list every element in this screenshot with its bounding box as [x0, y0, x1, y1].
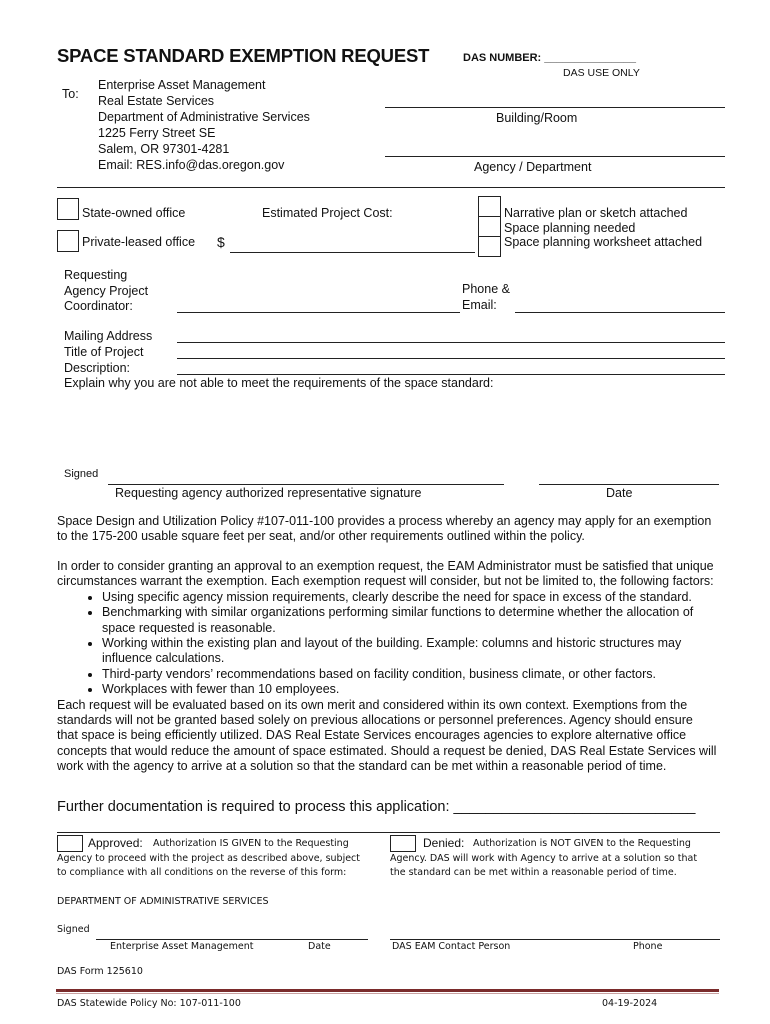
footer-bar: [56, 989, 719, 992]
approved-checkbox[interactable]: [57, 835, 83, 852]
form-title: SPACE STANDARD EXEMPTION REQUEST: [57, 45, 430, 66]
explain-textarea[interactable]: [62, 392, 722, 452]
address-line: 1225 Ferry Street SE: [98, 126, 216, 140]
section-divider: [57, 187, 725, 188]
das-signature-field[interactable]: [96, 939, 368, 940]
policy-evaluation: Each request will be evaluated based on its own merit and considered within its own context. Exemptions from the standards will not be granted based solely on previous allocations or personnel preferences. Agency should ensure that space is being efficiently utilized. DAS Real Estate Services encourages agencies to explore alternative office concepts that would reduce the amount of space estimated. Should a request be denied, DAS Real Estate Services will work with the agency to arrive at a solution so that the standard can be met within a reasonable period of time.: [57, 697, 717, 774]
list-item: • Working within the existing plan and layout of the building. Example: columns and historic structures may influence calculations.: [102, 636, 717, 667]
description-field[interactable]: [177, 374, 725, 375]
address-line: Salem, OR 97301-4281: [98, 142, 230, 156]
address-line: Department of Administrative Services: [98, 110, 310, 124]
form-number: DAS Form 125610: [57, 966, 143, 977]
address-line: Real Estate Services: [98, 94, 215, 108]
phone-email-field[interactable]: [515, 312, 725, 313]
state-owned-checkbox[interactable]: [57, 198, 79, 220]
title-of-project-label: Title of Project: [64, 345, 144, 359]
revision-date: 04-19-2024: [602, 998, 658, 1009]
building-room-field[interactable]: [385, 107, 725, 108]
coordinator-label-line: Requesting: [64, 268, 128, 282]
address-block: [98, 77, 310, 173]
approved-text: to compliance with all conditions on the reverse of this form:: [57, 867, 347, 878]
policy-consider-text: In order to consider granting an approval to an exemption request, the EAM Administrator must be satisfied that unique circumstances warrant the exemption. Each exemption request will consider, but not be limited to, the following factors:: [57, 559, 714, 589]
space-planning-needed-label: Space planning needed: [504, 221, 636, 235]
phone-email-label: [462, 282, 510, 313]
das-contact-label: DAS EAM Contact Person: [392, 941, 511, 952]
agency-department-field[interactable]: [385, 156, 725, 157]
worksheet-attached-checkbox[interactable]: [478, 236, 501, 257]
das-number-field[interactable]: DAS NUMBER: _______________: [463, 52, 637, 64]
eam-label: Enterprise Asset Management: [110, 941, 254, 952]
rep-signature-label: Requesting agency authorized representative signature: [115, 486, 422, 500]
coordinator-label-line: Coordinator:: [64, 299, 133, 313]
das-signed-label: Signed: [57, 924, 90, 935]
private-leased-checkbox[interactable]: [57, 230, 79, 252]
das-phone-label: Phone: [633, 941, 663, 952]
title-of-project-field[interactable]: [177, 358, 725, 359]
to-label: To:: [62, 87, 79, 101]
das-contact-field[interactable]: [390, 939, 720, 940]
approved-text: Authorization IS GIVEN to the Requesting: [153, 838, 349, 849]
narrative-plan-checkbox[interactable]: [478, 196, 501, 217]
signed-label: Signed: [64, 468, 99, 480]
das-dept-label: DEPARTMENT OF ADMINISTRATIVE SERVICES: [57, 896, 269, 907]
space-planning-needed-checkbox[interactable]: [478, 216, 501, 237]
state-owned-label: State-owned office: [82, 206, 186, 220]
agency-department-label: Agency / Department: [474, 160, 592, 174]
coordinator-label-line: Agency Project: [64, 283, 149, 298]
signature-date-field[interactable]: [539, 484, 719, 485]
list-item: • Benchmarking with similar organizations performing similar functions to determine whether the allocation of space requested is reasonable.: [102, 605, 717, 636]
building-room-label: Building/Room: [496, 111, 578, 125]
factors-list: [57, 590, 717, 698]
estimated-cost-label: Estimated Project Cost:: [262, 206, 393, 220]
mailing-address-field[interactable]: [177, 342, 725, 343]
denied-text: the standard can be met within a reasonable period of time.: [390, 867, 677, 878]
rep-signature-field[interactable]: [108, 484, 504, 485]
policy-number: DAS Statewide Policy No: 107-011-100: [57, 998, 241, 1009]
list-item: • Third-party vendors’ recommendations based on facility condition, business climate, or other factors.: [102, 667, 717, 682]
mailing-address-label: Mailing Address: [64, 329, 153, 343]
decision-divider: [57, 832, 720, 833]
further-documentation[interactable]: Further documentation is required to process this application: ______________________________: [57, 799, 696, 815]
explain-label: Explain why you are not able to meet the requirements of the space standard:: [64, 376, 494, 390]
list-item: • Workplaces with fewer than 10 employees.: [102, 682, 717, 697]
denied-text: Authorization is NOT GIVEN to the Requesting: [473, 838, 691, 849]
policy-consider: [57, 559, 717, 775]
denied-label: Denied:: [423, 836, 465, 850]
description-label: Description:: [64, 361, 130, 375]
phone-email-label-line: Phone &: [462, 282, 510, 296]
denied-text: Agency. DAS will work with Agency to arrive at a solution so that: [390, 853, 698, 864]
address-line: Enterprise Asset Management: [98, 78, 266, 92]
denied-checkbox[interactable]: [390, 835, 416, 852]
signature-date-label: Date: [606, 486, 633, 500]
approved-label: Approved:: [88, 836, 143, 850]
coordinator-label: [64, 268, 148, 315]
das-date-label: Date: [308, 941, 331, 952]
estimated-cost-field[interactable]: [230, 252, 475, 253]
narrative-plan-label: Narrative plan or sketch attached: [504, 206, 688, 220]
currency-symbol: $: [217, 234, 225, 250]
address-line: Email: RES.info@das.oregon.gov: [98, 158, 285, 172]
das-use-only-label: DAS USE ONLY: [563, 67, 640, 79]
worksheet-attached-label: Space planning worksheet attached: [504, 235, 703, 249]
list-item: • Using specific agency mission requirements, clearly describe the need for space in excess of the standard.: [102, 590, 717, 605]
approved-text: Agency to proceed with the project as described above, subject: [57, 853, 361, 864]
private-leased-label: Private-leased office: [82, 235, 196, 249]
footer-bar-shadow: [56, 993, 719, 994]
policy-intro: Space Design and Utilization Policy #107-011-100 provides a process whereby an agency may apply for an exemption to the 175-200 usable square feet per seat, and/or other requirements outlined within the policy.: [57, 514, 712, 544]
phone-email-label-line: Email:: [462, 297, 497, 312]
coordinator-field[interactable]: [177, 312, 460, 313]
